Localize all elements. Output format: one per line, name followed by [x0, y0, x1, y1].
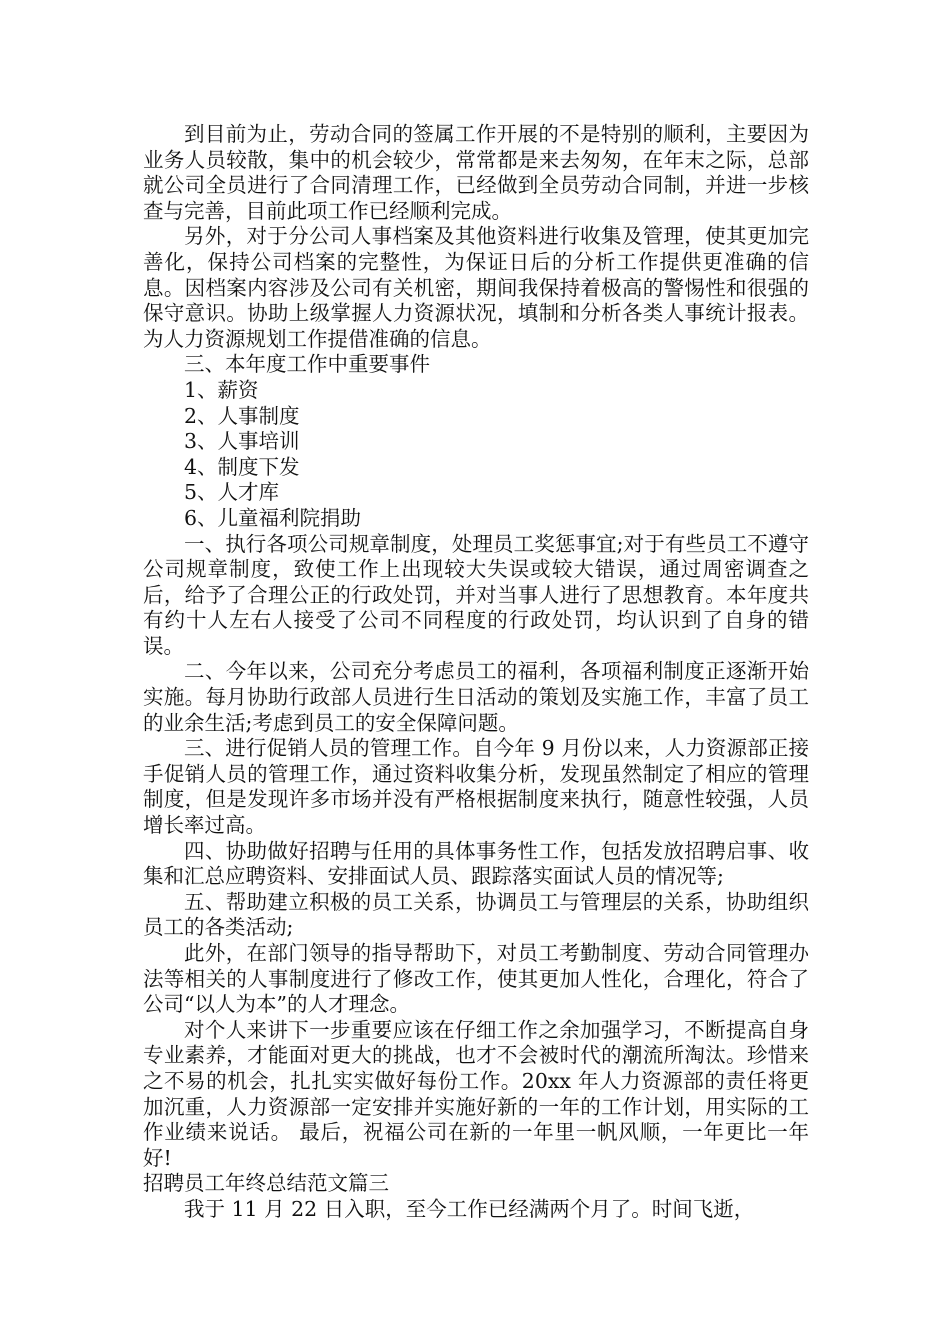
paragraph-additionally: 此外，在部门领导的指导帮助下，对员工考勤制度、劳动合同管理办法等相关的人事制度进行了修改工作，使其更加人性化，合理化，符合了公司“以人为本”的人才理念。: [143, 941, 809, 1017]
list-item-salary: 1、薪资: [184, 377, 259, 402]
article-title-part-three: 招聘员工年终总结范文篇三: [143, 1171, 389, 1196]
list-item-orphanage-donation: 6、儿童福利院捐助: [184, 505, 362, 530]
paragraph-contract-signing: 到目前为止，劳动合同的签属工作开展的不是特别的顺利，主要因为业务人员较散，集中的机会较少，常常都是来去匆匆，在年末之际，总部就公司全员进行了合同清理工作，已经做到全员劳动合同制，并进一步核查与完善，目前此项工作已经顺利完成。: [143, 122, 809, 223]
list-item-talent-pool: 5、人才库: [184, 480, 280, 505]
paragraph-onboarding: 我于 11 月 22 日入职，至今工作已经满两个月了。时间飞逝，: [184, 1196, 755, 1221]
paragraph-point-two: 二、今年以来，公司充分考虑员工的福利，各项福利制度正逐渐开始实施。每月协助行政部人员进行生日活动的策划及实施工作，丰富了员工的业余生活;考虑到员工的安全保障问题。: [143, 659, 809, 735]
list-item-hr-policy: 2、人事制度: [184, 403, 300, 428]
list-item-policy-issuance: 4、制度下发: [184, 454, 300, 479]
paragraph-point-five: 五、帮助建立积极的员工关系，协调员工与管理层的关系，协助组织员工的各类活动;: [143, 889, 809, 940]
paragraph-point-one: 一、执行各项公司规章制度，处理员工奖惩事宜;对于有些员工不遵守公司规章制度，致使工作上出现较大失误或较大错误，通过周密调查之后，给予了合理公正的行政处罚，并对当事人进行了思想教育。本年度共有约十人左右人接受了公司不同程度的行政处罚，均认识到了自身的错误。: [143, 531, 809, 658]
document-body: [143, 122, 809, 1223]
section-heading-key-events: 三、本年度工作中重要事件: [184, 352, 430, 377]
list-item-hr-training: 3、人事培训: [184, 429, 300, 454]
paragraph-point-four: 四、协助做好招聘与任用的具体事务性工作，包括发放招聘启事、收集和汇总应聘资料、安排面试人员、跟踪落实面试人员的情况等;: [143, 838, 809, 889]
paragraph-personal-plan: 对个人来讲下一步重要应该在仔细工作之余加强学习，不断提高自身专业素养，才能面对更大的挑战，也才不会被时代的潮流所淘汰。珍惜来之不易的机会，扎扎实实做好每份工作。20xx 年人力资源部的责任将更加沉重，人力资源部一定安排并实施好新的一年的工作计划，用实际的工作业绩来说话。 最后，祝福公司在新的一年里一帆风顺，一年更比一年好!: [143, 1017, 809, 1170]
paragraph-point-three: 三、进行促销人员的管理工作。自今年 9 月份以来，人力资源部正接手促销人员的管理工作，通过资料收集分析，发现虽然制定了相应的管理制度，但是发现许多市场并没有严格根据制度来执行，随意性较强，人员增长率过高。: [143, 736, 809, 838]
paragraph-archives-management: 另外，对于分公司人事档案及其他资料进行收集及管理，使其更加完善化，保持公司档案的完整性，为保证日后的分析工作提供更准确的信息。因档案内容涉及公司有关机密，期间我保持着极高的警惕性和很强的保守意识。协助上级掌握人力资源状况，填制和分析各类人事统计报表。为人力资源规划工作提借准确的信息。: [143, 224, 809, 351]
